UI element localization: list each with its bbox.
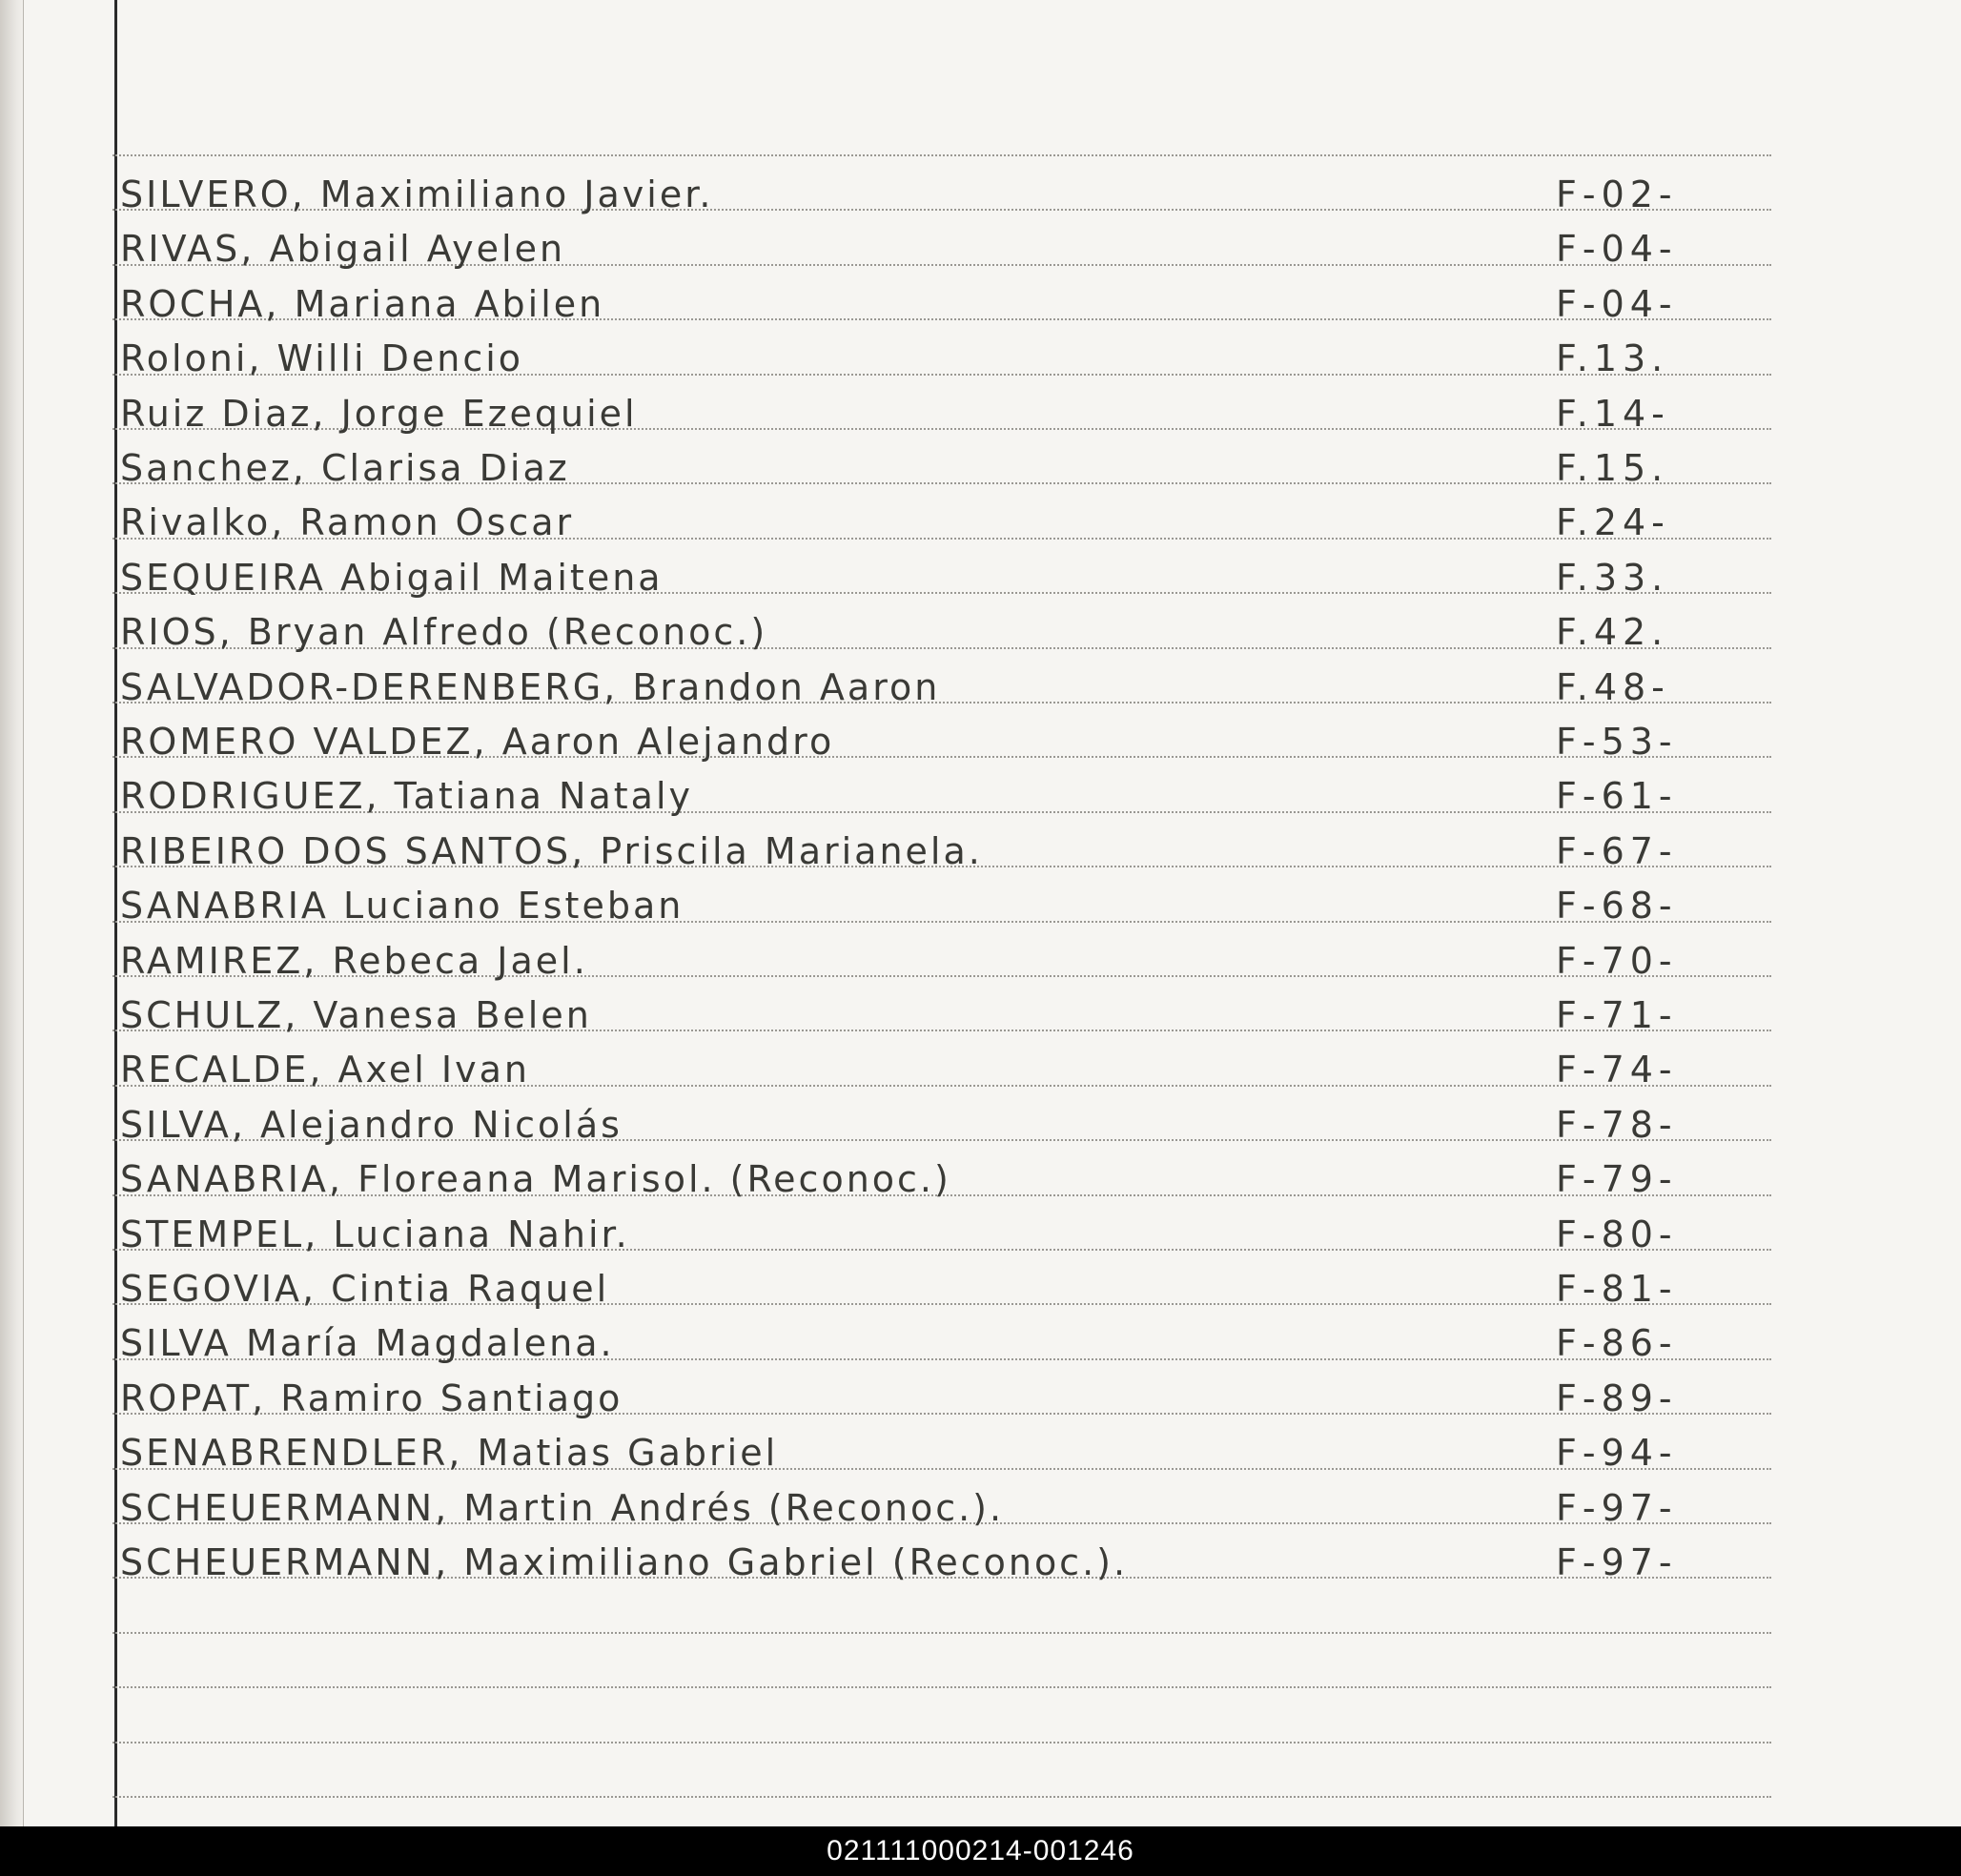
entry-name: Roloni, Willi Dencio [120, 337, 524, 379]
entry-folio: F-80- [1556, 1213, 1678, 1255]
entry-folio: F-53- [1556, 721, 1678, 763]
entry-name: RIOS, Bryan Alfredo (Reconoc.) [120, 611, 768, 653]
entry-name: RECALDE, Axel Ivan [120, 1049, 530, 1091]
entry-name: SANABRIA, Floreana Marisol. (Reconoc.) [120, 1158, 951, 1200]
entry-folio: F-78- [1556, 1104, 1678, 1146]
entry-folio: F-89- [1556, 1377, 1678, 1419]
ruled-line [112, 154, 1771, 156]
entry-name: SCHEUERMANN, Maximiliano Gabriel (Reconoc.). [120, 1541, 1129, 1583]
entry-folio: F-04- [1556, 283, 1678, 325]
entry-name: SILVA María Magdalena. [120, 1322, 615, 1364]
entry-name: SCHEUERMANN, Martin Andrés (Reconoc.). [120, 1487, 1005, 1529]
entry-folio: F-67- [1556, 830, 1678, 872]
entry-name: SCHULZ, Vanesa Belen [120, 994, 592, 1036]
margin-line [114, 0, 117, 1826]
entry-name: RIBEIRO DOS SANTOS, Priscila Marianela. [120, 830, 983, 872]
ruled-line [112, 1632, 1771, 1634]
entry-name: RAMIREZ, Rebeca Jael. [120, 940, 588, 982]
entry-name: SILVERO, Maximiliano Javier. [120, 173, 714, 215]
entry-name: ROPAT, Ramiro Santiago [120, 1377, 623, 1419]
entry-name: RODRIGUEZ, Tatiana Nataly [120, 775, 693, 817]
entry-folio: F.33. [1556, 557, 1669, 599]
page-left-edge [0, 0, 24, 1826]
entry-folio: F-04- [1556, 228, 1678, 270]
entry-name: SEQUEIRA Abigail Maitena [120, 557, 664, 599]
entry-folio: F-97- [1556, 1487, 1678, 1529]
entry-folio: F-94- [1556, 1432, 1678, 1474]
ruled-line [112, 1796, 1771, 1798]
entry-name: SENABRENDLER, Matias Gabriel [120, 1432, 779, 1474]
entry-name: ROMERO VALDEZ, Aaron Alejandro [120, 721, 835, 763]
document-id: 021111000214-001246 [827, 1835, 1134, 1866]
entry-folio: F.15. [1556, 447, 1669, 489]
entry-name: ROCHA, Mariana Abilen [120, 283, 605, 325]
ruled-line [112, 1686, 1771, 1688]
entry-name: RIVAS, Abigail Ayelen [120, 228, 566, 270]
entry-name: SALVADOR-DERENBERG, Brandon Aaron [120, 666, 941, 708]
entry-name: SEGOVIA, Cintia Raquel [120, 1268, 610, 1310]
entry-folio: F-68- [1556, 885, 1678, 927]
entry-folio: F-79- [1556, 1158, 1678, 1200]
entry-name: SILVA, Alejandro Nicolás [120, 1104, 623, 1146]
entry-folio: F.48- [1556, 666, 1670, 708]
entry-folio: F.14- [1556, 393, 1670, 435]
entry-folio: F-02- [1556, 173, 1678, 215]
entry-folio: F-97- [1556, 1541, 1678, 1583]
entry-folio: F.42. [1556, 611, 1669, 653]
ruled-line [112, 1742, 1771, 1743]
entry-folio: F-71- [1556, 994, 1678, 1036]
entry-name: Sanchez, Clarisa Diaz [120, 447, 570, 489]
entry-name: STEMPEL, Luciana Nahir. [120, 1213, 630, 1255]
entry-name: Ruiz Diaz, Jorge Ezequiel [120, 393, 638, 435]
entry-folio: F-74- [1556, 1049, 1678, 1091]
entry-folio: F-81- [1556, 1268, 1678, 1310]
entry-folio: F.13. [1556, 337, 1669, 379]
entry-folio: F-70- [1556, 940, 1678, 982]
entry-folio: F.24- [1556, 501, 1670, 543]
entry-name: SANABRIA Luciano Esteban [120, 885, 684, 927]
entry-folio: F-86- [1556, 1322, 1678, 1364]
entry-folio: F-61- [1556, 775, 1678, 817]
entry-name: Rivalko, Ramon Oscar [120, 501, 575, 543]
